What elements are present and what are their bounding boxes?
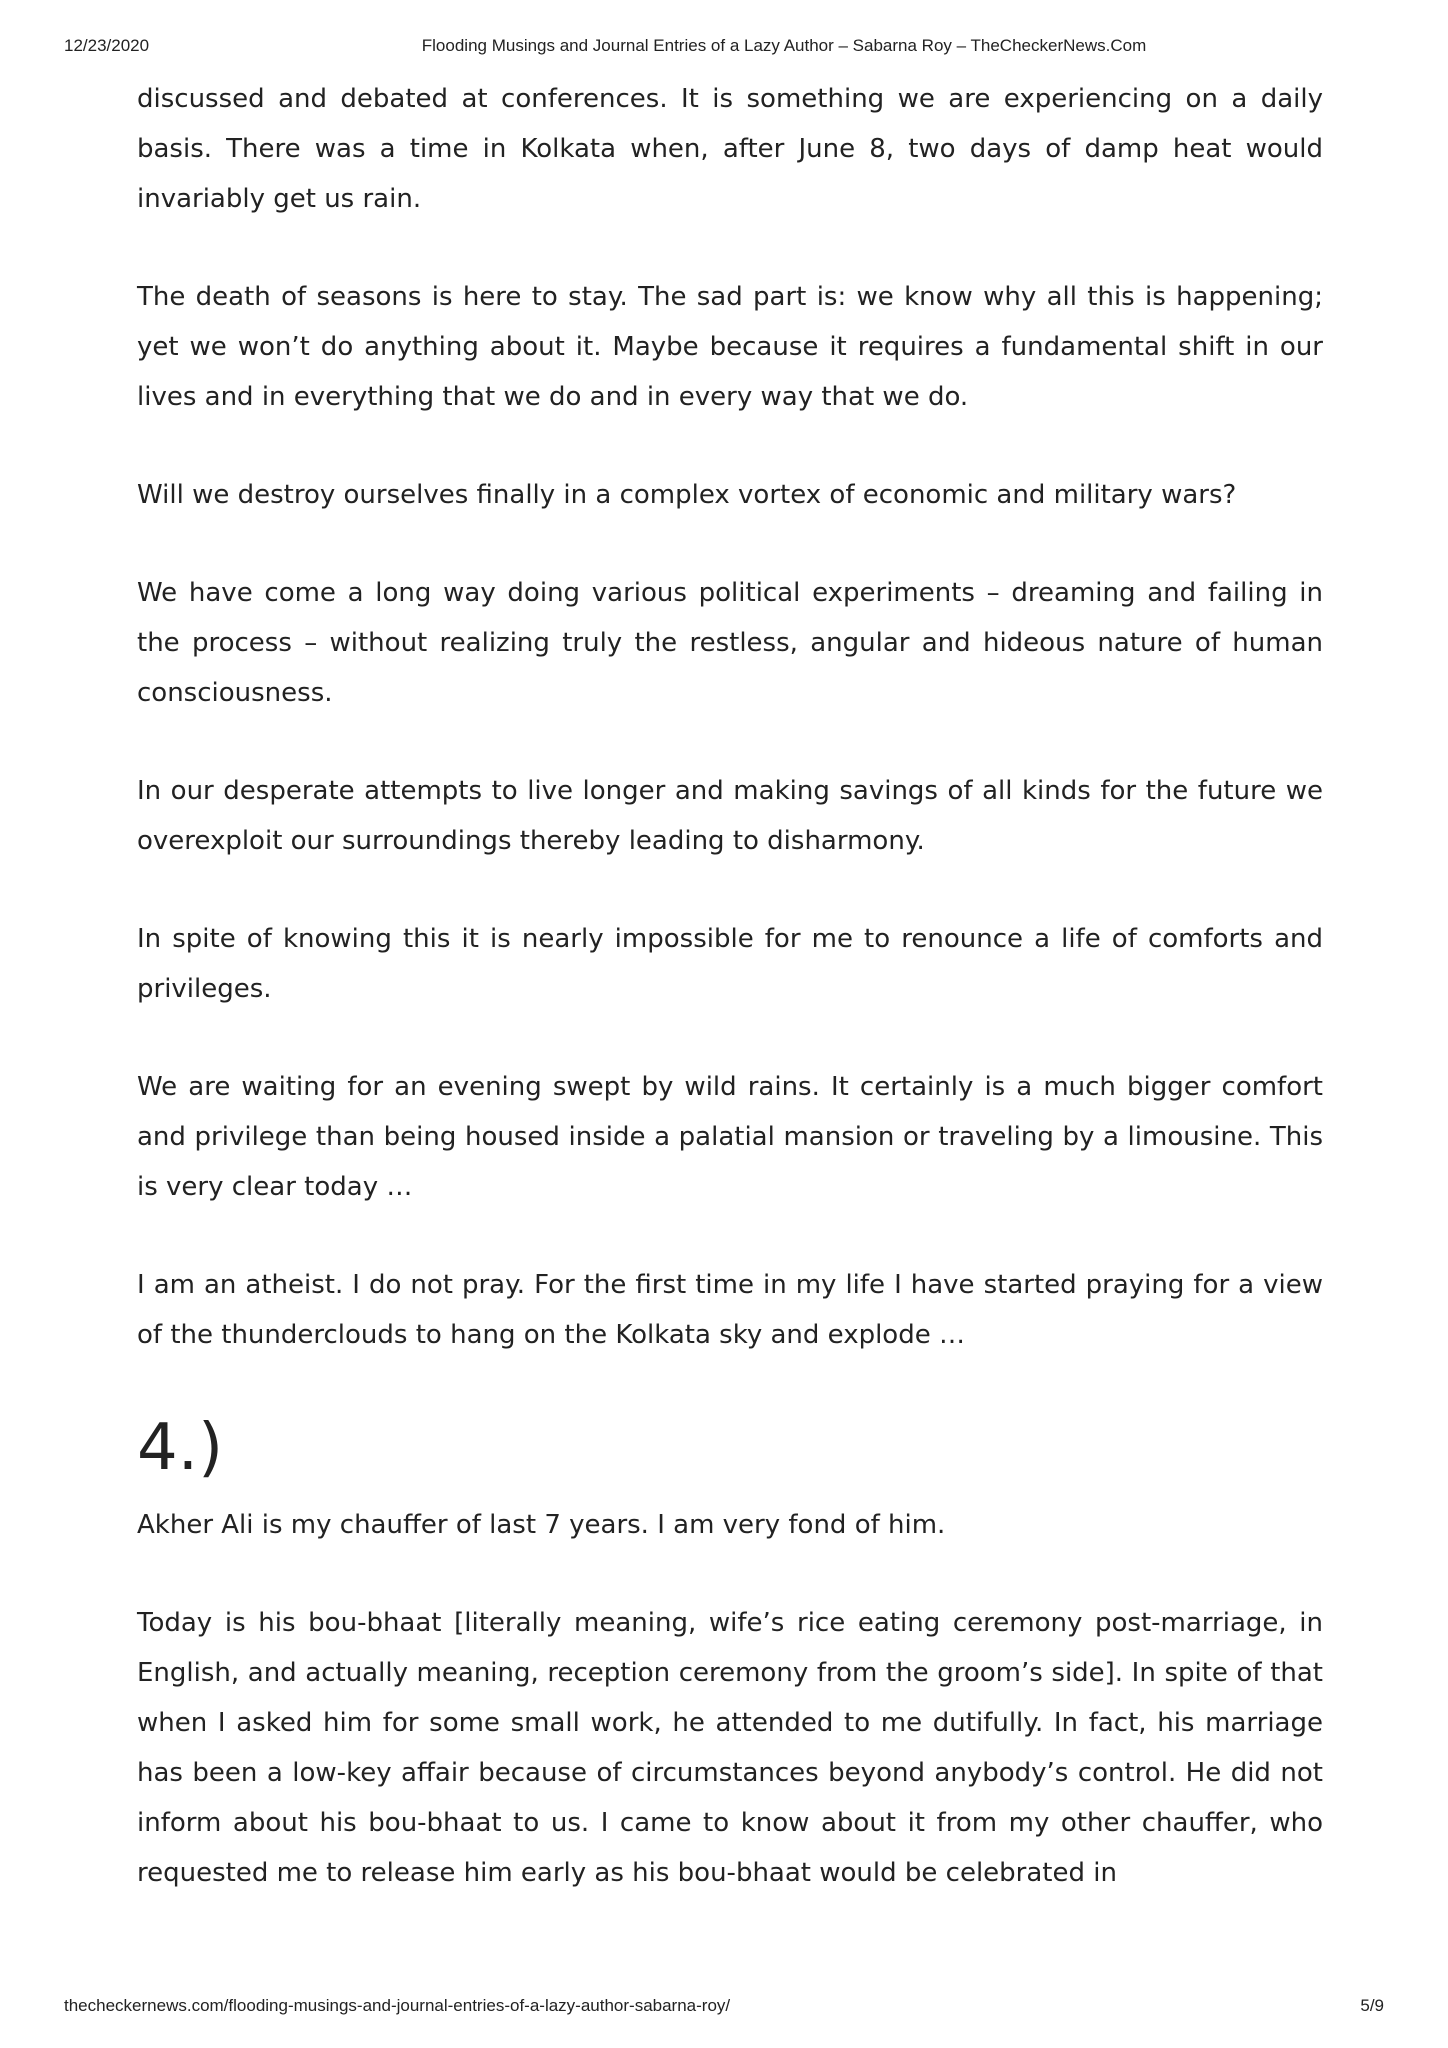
print-page-title: Flooding Musings and Journal Entries of a Lazy Author – Sabarna Roy – TheCheckerNews.Com bbox=[421, 36, 1147, 55]
article-paragraph: The death of seasons is here to stay. The sad part is: we know why all this is happening; yet we won’t do anything about it. Maybe because it requires a fundamental shift in our lives and in everything that we do and in every way that we do. bbox=[137, 282, 1323, 412]
article-paragraph: We are waiting for an evening swept by wild rains. It certainly is a much bigger comfort and privilege than being housed inside a palatial mansion or traveling by a limousine. This is very clear today … bbox=[137, 1072, 1323, 1202]
page-url: thecheckernews.com/flooding-musings-and-journal-entries-of-a-lazy-author-sabarna-roy/ bbox=[64, 1996, 731, 2015]
article-paragraph: I am an atheist. I do not pray. For the first time in my life I have started praying for a view of the thunderclouds to hang on the Kolkata sky and explode … bbox=[137, 1270, 1323, 1350]
article-paragraph: In spite of knowing this it is nearly impossible for me to renounce a life of comforts and privileges. bbox=[137, 924, 1323, 1004]
article-paragraph: Today is his bou-bhaat [literally meaning, wife’s rice eating ceremony post-marriage, in English, and actually meaning, reception ceremony from the groom’s side]. In spite of that when I asked him for some small work, he attended to me dutifully. In fact, his marriage has been a low-key affair because of circumstances beyond anybody’s control. He did not inform about his bou-bhaat to us. I came to know about it from my other chauffer, who requested me to release him early as his bou-bhaat would be celebrated in bbox=[137, 1608, 1323, 1888]
article-paragraph: Will we destroy ourselves finally in a complex vortex of economic and military wars? bbox=[137, 480, 1237, 510]
print-date: 12/23/2020 bbox=[64, 36, 150, 55]
page-number: 5/9 bbox=[1360, 1996, 1384, 2015]
article-paragraph: Akher Ali is my chauffer of last 7 years. I am very fond of him. bbox=[137, 1510, 946, 1540]
article-paragraph: discussed and debated at conferences. It is something we are experiencing on a daily basis. There was a time in Kolkata when, after June 8, two days of damp heat would invariably get us rain. bbox=[137, 84, 1323, 214]
section-heading: 4.) bbox=[137, 1411, 224, 1485]
article-body bbox=[137, 74, 1323, 1946]
print-header bbox=[64, 36, 1384, 60]
article-paragraph: We have come a long way doing various political experiments – dreaming and failing in the process – without realizing truly the restless, angular and hideous nature of human consciousness. bbox=[137, 578, 1323, 708]
article-paragraph: In our desperate attempts to live longer and making savings of all kinds for the future we overexploit our surroundings thereby leading to disharmony. bbox=[137, 776, 1323, 856]
print-footer bbox=[64, 1996, 1384, 2020]
